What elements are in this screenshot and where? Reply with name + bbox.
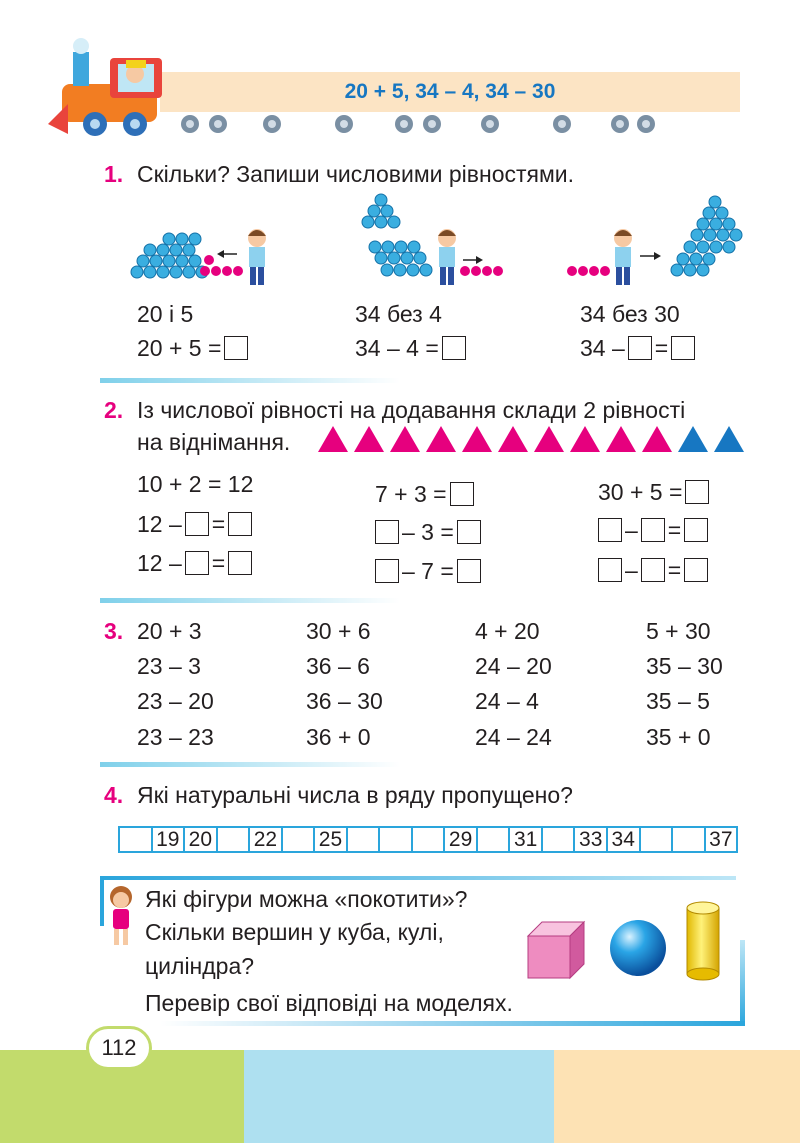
equation-text: – 3 = bbox=[402, 519, 454, 545]
given-equation: 30 + 5 = bbox=[598, 479, 683, 505]
equation-row bbox=[598, 478, 709, 506]
given-equation: 10 + 2 = 12 bbox=[137, 471, 254, 497]
answer-box[interactable] bbox=[442, 336, 466, 360]
number-cell: 20 bbox=[185, 828, 218, 851]
equals-sign: = bbox=[667, 517, 682, 543]
answer-box[interactable] bbox=[228, 551, 252, 575]
answer-box[interactable] bbox=[185, 512, 209, 536]
equation-col1 bbox=[137, 334, 248, 362]
task-instruction: Із числової рівності на додавання склади 2 рівності bbox=[137, 397, 686, 423]
shapes-illustration bbox=[522, 896, 732, 982]
caption-col3: 34 без 30 bbox=[580, 301, 680, 327]
equals-sign: = bbox=[667, 557, 682, 583]
expression: 35 – 30 bbox=[646, 653, 723, 679]
number-cell[interactable] bbox=[218, 828, 251, 851]
answer-box[interactable] bbox=[685, 480, 709, 504]
number-cell: 31 bbox=[510, 828, 543, 851]
number-cell[interactable] bbox=[673, 828, 706, 851]
answer-box[interactable] bbox=[185, 551, 209, 575]
expression: 23 – 20 bbox=[137, 688, 214, 714]
equation-row bbox=[137, 510, 252, 538]
equation-row bbox=[598, 556, 708, 584]
number-cell: 33 bbox=[575, 828, 608, 851]
task-instruction: Скільки? Запиши числовими рівностями. bbox=[137, 161, 575, 187]
equation-text: – 7 = bbox=[402, 558, 454, 584]
expression: 23 – 23 bbox=[137, 724, 214, 750]
number-cell: 29 bbox=[445, 828, 478, 851]
number-cell[interactable] bbox=[120, 828, 153, 851]
answer-box[interactable] bbox=[375, 520, 399, 544]
answer-box[interactable] bbox=[628, 336, 652, 360]
answer-box[interactable] bbox=[598, 518, 622, 542]
bonus-frame-bottom bbox=[160, 1021, 745, 1026]
equation-text: 34 – bbox=[580, 335, 625, 361]
expression: 20 + 3 bbox=[137, 618, 202, 644]
number-cell[interactable] bbox=[543, 828, 576, 851]
bonus-frame-top bbox=[100, 876, 736, 880]
bonus-question: Скільки вершин у куба, кулі, bbox=[145, 919, 444, 945]
minus-sign: – bbox=[625, 557, 638, 583]
answer-box[interactable] bbox=[457, 520, 481, 544]
answer-box[interactable] bbox=[671, 336, 695, 360]
answer-box[interactable] bbox=[684, 518, 708, 542]
bonus-question: циліндра? bbox=[145, 953, 255, 979]
number-cell[interactable] bbox=[380, 828, 413, 851]
answer-box[interactable] bbox=[228, 512, 252, 536]
equation-row bbox=[598, 516, 708, 544]
caption-col2: 34 без 4 bbox=[355, 301, 442, 327]
bonus-question: Які фігури можна «покотити»? bbox=[145, 886, 468, 912]
footer-band-blue bbox=[244, 1050, 554, 1143]
equation-text: 20 + 5 = bbox=[137, 335, 222, 361]
equation-text: 12 – bbox=[137, 550, 182, 576]
number-cell[interactable] bbox=[348, 828, 381, 851]
lesson-title: 20 + 5, 34 – 4, 34 – 30 bbox=[344, 80, 556, 103]
equation-text: 12 – bbox=[137, 511, 182, 537]
number-cell: 37 bbox=[709, 828, 733, 851]
expression: 24 – 24 bbox=[475, 724, 552, 750]
expression: 35 + 0 bbox=[646, 724, 711, 750]
expression: 4 + 20 bbox=[475, 618, 540, 644]
number-cell[interactable] bbox=[641, 828, 674, 851]
number-cell: 19 bbox=[153, 828, 186, 851]
answer-box[interactable] bbox=[641, 518, 665, 542]
answer-box[interactable] bbox=[641, 558, 665, 582]
page-number: 112 bbox=[101, 1035, 137, 1060]
counting-illustration bbox=[125, 190, 765, 290]
task-number: 3. bbox=[104, 618, 124, 644]
number-cell[interactable] bbox=[478, 828, 511, 851]
expression: 36 – 30 bbox=[306, 688, 383, 714]
expression: 30 + 6 bbox=[306, 618, 371, 644]
answer-box[interactable] bbox=[224, 336, 248, 360]
equation-col2 bbox=[355, 334, 466, 362]
expression: 24 – 20 bbox=[475, 653, 552, 679]
minus-sign: – bbox=[625, 517, 638, 543]
answer-box[interactable] bbox=[457, 559, 481, 583]
given-equation: 7 + 3 = bbox=[375, 481, 447, 507]
girl-icon bbox=[104, 884, 138, 950]
equation-text: 34 – 4 = bbox=[355, 335, 439, 361]
bonus-question: Перевір свої відповіді на моделях. bbox=[145, 990, 513, 1016]
number-cell: 34 bbox=[608, 828, 641, 851]
task-instruction-cont: на віднімання. bbox=[137, 429, 291, 455]
task-number: 1. bbox=[104, 161, 124, 187]
footer-band-orange bbox=[554, 1050, 800, 1143]
cube-icon bbox=[528, 922, 584, 978]
equals-sign: = bbox=[211, 550, 226, 576]
equation-row bbox=[375, 518, 481, 546]
bonus-frame-right bbox=[740, 940, 745, 1026]
equals-sign: = bbox=[654, 335, 669, 361]
section-divider bbox=[100, 378, 400, 383]
section-divider bbox=[100, 598, 400, 603]
answer-box[interactable] bbox=[684, 558, 708, 582]
cylinder-icon bbox=[687, 902, 719, 980]
number-cell[interactable] bbox=[283, 828, 316, 851]
answer-box[interactable] bbox=[375, 559, 399, 583]
answer-box[interactable] bbox=[450, 482, 474, 506]
number-cell: 25 bbox=[315, 828, 348, 851]
equals-sign: = bbox=[211, 511, 226, 537]
expression: 24 – 4 bbox=[475, 688, 539, 714]
number-cell[interactable] bbox=[413, 828, 446, 851]
equation-row bbox=[375, 480, 474, 508]
section-divider bbox=[100, 762, 400, 767]
task-instruction: Які натуральні числа в ряду пропущено? bbox=[137, 782, 573, 808]
task-number: 2. bbox=[104, 397, 124, 423]
expression: 23 – 3 bbox=[137, 653, 201, 679]
equation-row bbox=[375, 557, 481, 585]
task-number: 4. bbox=[104, 782, 124, 808]
expression: 5 + 30 bbox=[646, 618, 711, 644]
sphere-icon bbox=[610, 920, 666, 976]
expression: 36 – 6 bbox=[306, 653, 370, 679]
answer-box[interactable] bbox=[598, 558, 622, 582]
expression: 36 + 0 bbox=[306, 724, 371, 750]
caption-col1: 20 і 5 bbox=[137, 301, 194, 327]
expression: 35 – 5 bbox=[646, 688, 710, 714]
equation-row bbox=[137, 549, 252, 577]
train-illustration bbox=[40, 38, 760, 138]
equation-col3 bbox=[580, 334, 695, 362]
triangles-illustration bbox=[318, 426, 744, 454]
number-line bbox=[118, 826, 738, 853]
number-cell: 22 bbox=[250, 828, 283, 851]
